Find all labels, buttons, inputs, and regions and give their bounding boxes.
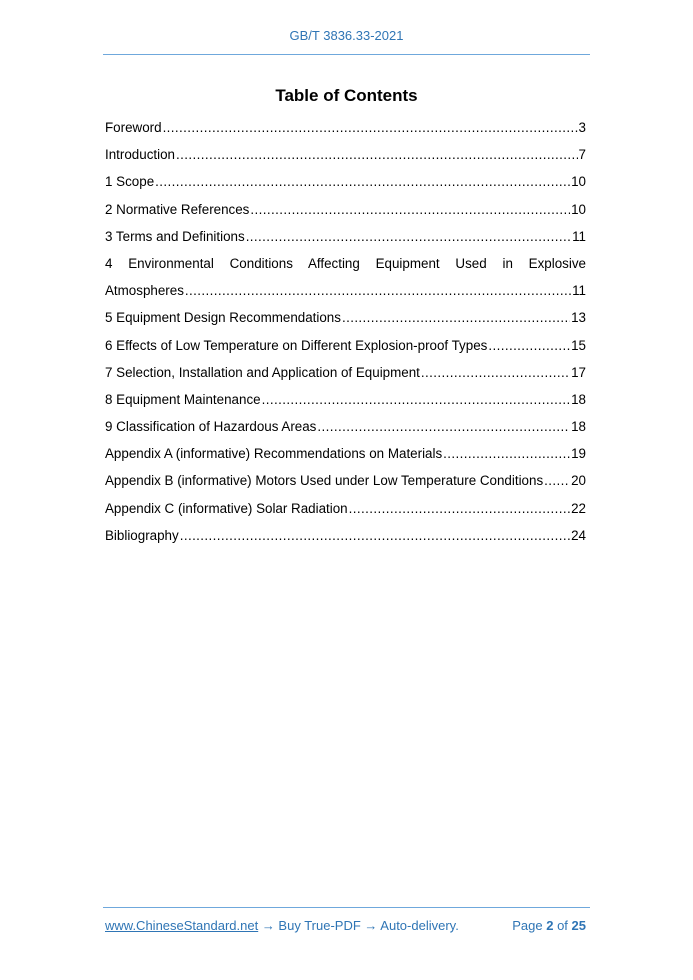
- page-footer: [105, 918, 586, 933]
- toc-entry-environmental-conditions-line1[interactable]: [105, 250, 586, 277]
- toc-entry-appendix-a[interactable]: [105, 440, 586, 467]
- toc-entry-title: 6 Effects of Low Temperature on Different Explosion-proof Types: [105, 337, 488, 353]
- toc-entry-page: 18: [571, 419, 586, 435]
- toc-entry-page: 7: [578, 147, 586, 163]
- toc-entry-page: 13: [571, 310, 586, 326]
- website-link[interactable]: www.ChineseStandard.net: [105, 918, 259, 933]
- dot-leader: [349, 495, 570, 522]
- toc-entry-terms-definitions[interactable]: [105, 223, 586, 250]
- toc-entry-title: 8 Equipment Maintenance: [105, 391, 261, 407]
- dot-leader: [421, 359, 570, 386]
- toc-entry-environmental-conditions-line2[interactable]: [105, 277, 586, 304]
- toc-entry-title: 7 Selection, Installation and Application of Equipment: [105, 364, 420, 380]
- dot-leader: [250, 196, 570, 223]
- toc-entry-title: Appendix C (informative) Solar Radiation: [105, 500, 348, 516]
- footer-divider: [103, 907, 590, 908]
- toc-entry-low-temperature-effects[interactable]: [105, 332, 586, 359]
- toc-entry-title: Atmospheres: [105, 283, 184, 299]
- toc-entry-title: Appendix B (informative) Motors Used under Low Temperature Conditions: [105, 473, 544, 489]
- toc-entry-page: 17: [571, 364, 586, 380]
- toc-entry-page: 22: [571, 500, 586, 516]
- toc-entry-page: 20: [571, 473, 586, 489]
- toc-entry-hazardous-areas[interactable]: [105, 413, 586, 440]
- dot-leader: [317, 413, 570, 440]
- toc-entry-page: 10: [571, 174, 586, 190]
- toc-entry-title: 5 Equipment Design Recommendations: [105, 310, 341, 326]
- toc-entry-title: Appendix A (informative) Recommendations on Materials: [105, 446, 443, 462]
- table-of-contents: [105, 114, 586, 549]
- document-id-header: GB/T 3836.33-2021: [289, 28, 404, 43]
- toc-entry-bibliography[interactable]: [105, 522, 586, 549]
- toc-entry-page: 3: [578, 120, 586, 135]
- promo-text: → Buy True-PDF → Auto-delivery.: [258, 918, 459, 933]
- toc-entry-equipment-maintenance[interactable]: [105, 386, 586, 413]
- toc-entry-title: Bibliography: [105, 527, 179, 543]
- toc-entry-page: 24: [571, 527, 586, 543]
- toc-entry-title: Introduction: [105, 147, 175, 163]
- dot-leader: [246, 223, 571, 250]
- toc-entry-page: 18: [571, 391, 586, 407]
- dot-leader: [176, 141, 578, 168]
- dot-leader: [163, 114, 578, 141]
- toc-entry-title: 3 Terms and Definitions: [105, 228, 245, 244]
- toc-entry-appendix-b[interactable]: [105, 467, 586, 494]
- toc-entry-title: 4 Environmental Conditions Affecting Equipment Used in Explosive: [105, 255, 586, 271]
- dot-leader: [262, 386, 571, 413]
- page-of-label: of: [557, 918, 568, 933]
- dot-leader: [443, 440, 570, 467]
- toc-entry-foreword[interactable]: [105, 114, 586, 141]
- toc-entry-introduction[interactable]: [105, 141, 586, 168]
- page-title: Table of Contents: [275, 86, 418, 105]
- page-indicator: [512, 918, 586, 933]
- toc-entry-title: 1 Scope: [105, 174, 155, 190]
- toc-entry-page: 11: [572, 283, 586, 299]
- toc-entry-page: 11: [572, 228, 586, 244]
- page-label: Page: [512, 918, 543, 933]
- toc-entry-title: 9 Classification of Hazardous Areas: [105, 419, 317, 435]
- dot-leader: [544, 467, 570, 494]
- toc-entry-title: Foreword: [105, 120, 162, 135]
- toc-entry-scope[interactable]: [105, 168, 586, 195]
- toc-entry-selection-installation[interactable]: [105, 359, 586, 386]
- toc-entry-appendix-c[interactable]: [105, 495, 586, 522]
- dot-leader: [185, 277, 571, 304]
- toc-entry-page: 10: [571, 201, 586, 217]
- dot-leader: [342, 304, 570, 331]
- total-page-number: 25: [571, 918, 586, 933]
- toc-entry-design-recommendations[interactable]: [105, 304, 586, 331]
- toc-entry-normative-references[interactable]: [105, 196, 586, 223]
- dot-leader: [180, 522, 570, 549]
- current-page-number: 2: [546, 918, 554, 933]
- toc-entry-page: 19: [571, 446, 586, 462]
- header-divider: [103, 54, 590, 55]
- toc-entry-page: 15: [571, 337, 586, 353]
- dot-leader: [155, 168, 570, 195]
- dot-leader: [488, 332, 570, 359]
- toc-entry-title: 2 Normative References: [105, 201, 250, 217]
